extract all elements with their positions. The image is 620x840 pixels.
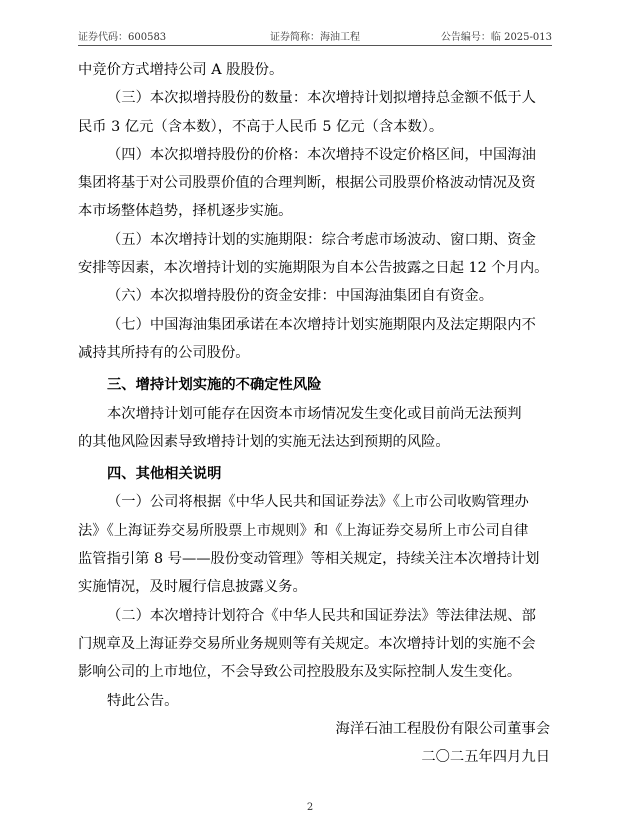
paragraph-line: 民币 3 亿元（含本数），不高于人民币 5 亿元（含本数）。 xyxy=(78,118,444,135)
paragraph-line: （四）本次拟增持股份的价格：本次增持不设定价格区间，中国海油 xyxy=(107,146,536,163)
paragraph-line: 实施情况，及时履行信息披露义务。 xyxy=(78,579,307,596)
paragraph-line: （五）本次增持计划的实施期限：综合考虑市场波动、窗口期、资金 xyxy=(107,231,536,248)
paragraph-line: 中竞价方式增持公司 A 股股份。 xyxy=(78,62,284,78)
closing-text: 特此公告。 xyxy=(107,692,179,709)
section-heading: 四、其他相关说明 xyxy=(107,466,222,483)
paragraph-line: 法》《上海证券交易所股票上市规则》和《上海证券交易所上市公司自律 xyxy=(78,522,529,539)
announcement-number: 公告编号：临 2025-013 xyxy=(440,32,552,43)
page-number: 2 xyxy=(306,802,314,813)
document-body xyxy=(78,56,552,771)
paragraph-line: 本次增持计划可能存在因资本市场情况发生变化或目前尚无法预判 xyxy=(107,405,522,422)
paragraph-line: （二）本次增持计划符合《中华人民共和国证券法》等法律法规、部 xyxy=(107,607,536,624)
paragraph-line: 监管指引第 8 号——股份变动管理》等相关规定，持续关注本次增持计划 xyxy=(78,551,540,568)
announcement-date: 二〇二五年四月九日 xyxy=(421,749,550,766)
signatory: 海洋石油工程股份有限公司董事会 xyxy=(335,720,550,737)
stock-code: 证券代码：600583 xyxy=(78,32,167,43)
paragraph-line: 影响公司的上市地位，不会导致公司控股股东及实际控制人发生变化。 xyxy=(78,664,522,681)
section-heading: 三、增持计划实施的不确定性风险 xyxy=(107,377,322,394)
paragraph-line: 安排等因素，本次增持计划的实施期限为自本公告披露之日起 12 个月内。 xyxy=(78,260,549,277)
stock-name: 证券简称：海油工程 xyxy=(270,32,360,43)
paragraph-line: 集团将基于对公司股票价值的合理判断，根据公司股票价格波动情况及资 xyxy=(78,175,536,192)
paragraph-line: （三）本次拟增持股份的数量：本次增持计划拟增持总金额不低于人 xyxy=(107,90,536,107)
paragraph-line: 本市场整体趋势，择机逐步实施。 xyxy=(78,203,293,220)
paragraph-line: （六）本次拟增持股份的资金安排：中国海油集团自有资金。 xyxy=(107,288,494,305)
page-header xyxy=(78,24,552,44)
header-divider xyxy=(78,45,552,46)
paragraph-line: 的其他风险因素导致增持计划的实施无法达到预期的风险。 xyxy=(78,433,450,450)
paragraph-line: 门规章及上海证券交易所业务规则等有关规定。本次增持计划的实施不会 xyxy=(78,635,536,652)
paragraph-line: （七）中国海油集团承诺在本次增持计划实施期限内及法定期限内不 xyxy=(107,316,536,333)
paragraph-line: 减持其所持有的公司股份。 xyxy=(78,344,250,361)
paragraph-line: （一）公司将根据《中华人民共和国证券法》《上市公司收购管理办 xyxy=(107,494,529,511)
